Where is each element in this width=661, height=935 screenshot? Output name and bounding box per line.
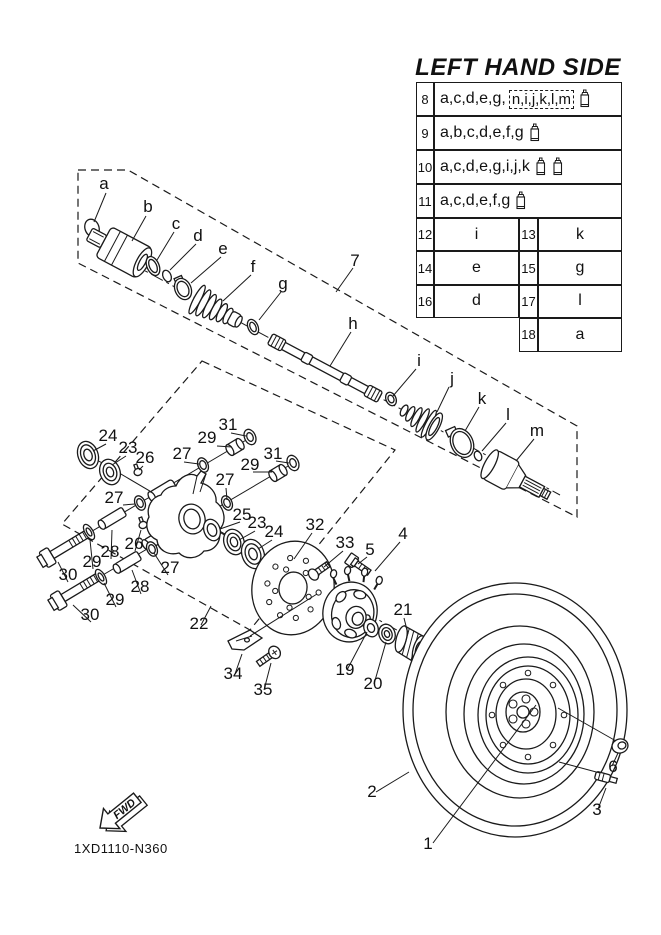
letters-text: a,b,c,d,e,f,g <box>440 124 524 141</box>
spacer-28-upper <box>97 507 127 531</box>
part-label-b: b <box>143 197 153 216</box>
letters-text: a,c,d,e,g,i,j,k <box>440 158 530 175</box>
legend-row-letters <box>434 150 622 184</box>
part-label-g: g <box>278 274 288 293</box>
boxed-letters: n,i,j,k,l,m <box>509 90 574 109</box>
part-label-27: 27 <box>172 444 192 463</box>
fwd-arrow-label: FWD <box>111 796 139 822</box>
part-label-k: k <box>477 389 487 408</box>
legend-row-number: 10 <box>416 150 434 184</box>
part-label-34: 34 <box>223 664 243 683</box>
fwd-direction-arrow <box>92 786 152 843</box>
band-clamp-k <box>445 422 479 461</box>
part-label-h: h <box>348 314 358 333</box>
part-label-31: 31 <box>218 415 238 434</box>
nut-31-a <box>242 427 259 446</box>
part-label-3: 3 <box>592 800 602 819</box>
part-label-29: 29 <box>82 552 102 571</box>
legend-row-letters <box>434 116 622 150</box>
part-label-21: 21 <box>393 600 413 619</box>
nut-27-a <box>195 456 210 474</box>
part-label-7: 7 <box>350 251 360 270</box>
cv-boot-j <box>394 396 445 442</box>
legend-cell-letter: e <box>434 251 519 284</box>
part-label-27: 27 <box>215 470 235 489</box>
legend-row-letters <box>434 184 622 218</box>
legend-cell-number: 15 <box>519 251 538 284</box>
drive-shaft-h <box>267 334 382 403</box>
letters-text: a,c,d,e,g, <box>440 90 506 107</box>
part-label-26: 26 <box>124 534 144 553</box>
cv-boot-f <box>187 284 249 337</box>
bracket-34-hole <box>245 638 250 642</box>
part-label-e: e <box>218 239 228 258</box>
part-label-4: 4 <box>398 524 408 543</box>
legend-cell-number: 12 <box>416 218 434 251</box>
part-label-35: 35 <box>253 680 273 699</box>
part-label-23: 23 <box>247 513 267 532</box>
legend-cell-number: 16 <box>416 285 434 318</box>
part-label-22: 22 <box>189 614 209 633</box>
part-label-5: 5 <box>365 540 375 559</box>
part-label-m: m <box>529 421 545 440</box>
part-label-f: f <box>250 257 256 276</box>
part-label-d: d <box>193 226 203 245</box>
part-label-2: 2 <box>367 782 377 801</box>
screw-35 <box>254 644 282 669</box>
legend-cell-number: 13 <box>519 218 538 251</box>
part-label-29: 29 <box>105 590 125 609</box>
grease-tube-icon <box>514 191 527 211</box>
part-label-6: 6 <box>608 757 618 776</box>
stopper-ring-i <box>384 391 399 408</box>
part-label-31: 31 <box>263 444 283 463</box>
part-label-30: 30 <box>80 605 100 624</box>
legend-row-number: 11 <box>416 184 434 218</box>
part-label-30: 30 <box>58 565 78 584</box>
legend-cell-letter: g <box>538 251 622 284</box>
legend-cell-letter: k <box>538 218 622 251</box>
boot-clamp-e <box>170 274 194 302</box>
part-label-26: 26 <box>135 448 155 467</box>
collar-29-b <box>267 463 289 483</box>
nut-27-c <box>132 494 147 512</box>
part-label-23: 23 <box>118 438 138 457</box>
legend-row-letters <box>434 82 622 116</box>
part-label-a: a <box>99 174 109 193</box>
part-label-l: l <box>506 405 510 424</box>
part-label-c: c <box>171 214 181 233</box>
clip-d <box>161 269 173 283</box>
part-label-28: 28 <box>130 577 150 596</box>
axle-nut-20 <box>376 622 398 646</box>
part-label-29: 29 <box>197 428 217 447</box>
part-label-29: 29 <box>240 455 260 474</box>
letters-text: a,c,d,e,f,g <box>440 192 511 209</box>
nipple-26-b <box>137 516 148 530</box>
part-label-24: 24 <box>264 522 284 541</box>
bearing-23-left <box>96 456 124 487</box>
legend-cell-letter: a <box>538 318 622 351</box>
part-label-33: 33 <box>335 533 355 552</box>
part-label-1: 1 <box>423 834 433 853</box>
legend-cell-number: 18 <box>519 318 538 351</box>
part-label-27: 27 <box>104 488 124 507</box>
part-label-27: 27 <box>160 558 180 577</box>
ring-g <box>245 318 261 337</box>
ring-l <box>473 450 483 462</box>
grease-tube-icon <box>534 157 547 177</box>
grease-tube-icon <box>578 89 591 109</box>
part-label-28: 28 <box>100 542 120 561</box>
page-title: LEFT HAND SIDE <box>415 54 621 81</box>
legend-cell-letter: d <box>434 285 519 318</box>
legend-row-number: 9 <box>416 116 434 150</box>
part-label-i: i <box>417 351 421 370</box>
part-label-j: j <box>450 369 454 388</box>
legend-cell-letter: i <box>434 218 519 251</box>
part-label-24: 24 <box>98 426 118 445</box>
part-label-20: 20 <box>363 674 383 693</box>
part-label-32: 32 <box>305 515 325 534</box>
legend-cell-number: 17 <box>519 285 538 318</box>
legend-row-number: 8 <box>416 82 434 116</box>
grease-tube-icon <box>551 157 564 177</box>
legend-cell-letter: l <box>538 285 622 318</box>
part-label-25: 25 <box>232 505 252 524</box>
wheel-and-tire <box>403 583 627 837</box>
drawing-code: 1XD1110-N360 <box>74 841 168 856</box>
grease-tube-icon <box>528 123 541 143</box>
legend-cell-number: 14 <box>416 251 434 284</box>
part-label-19: 19 <box>335 660 355 679</box>
